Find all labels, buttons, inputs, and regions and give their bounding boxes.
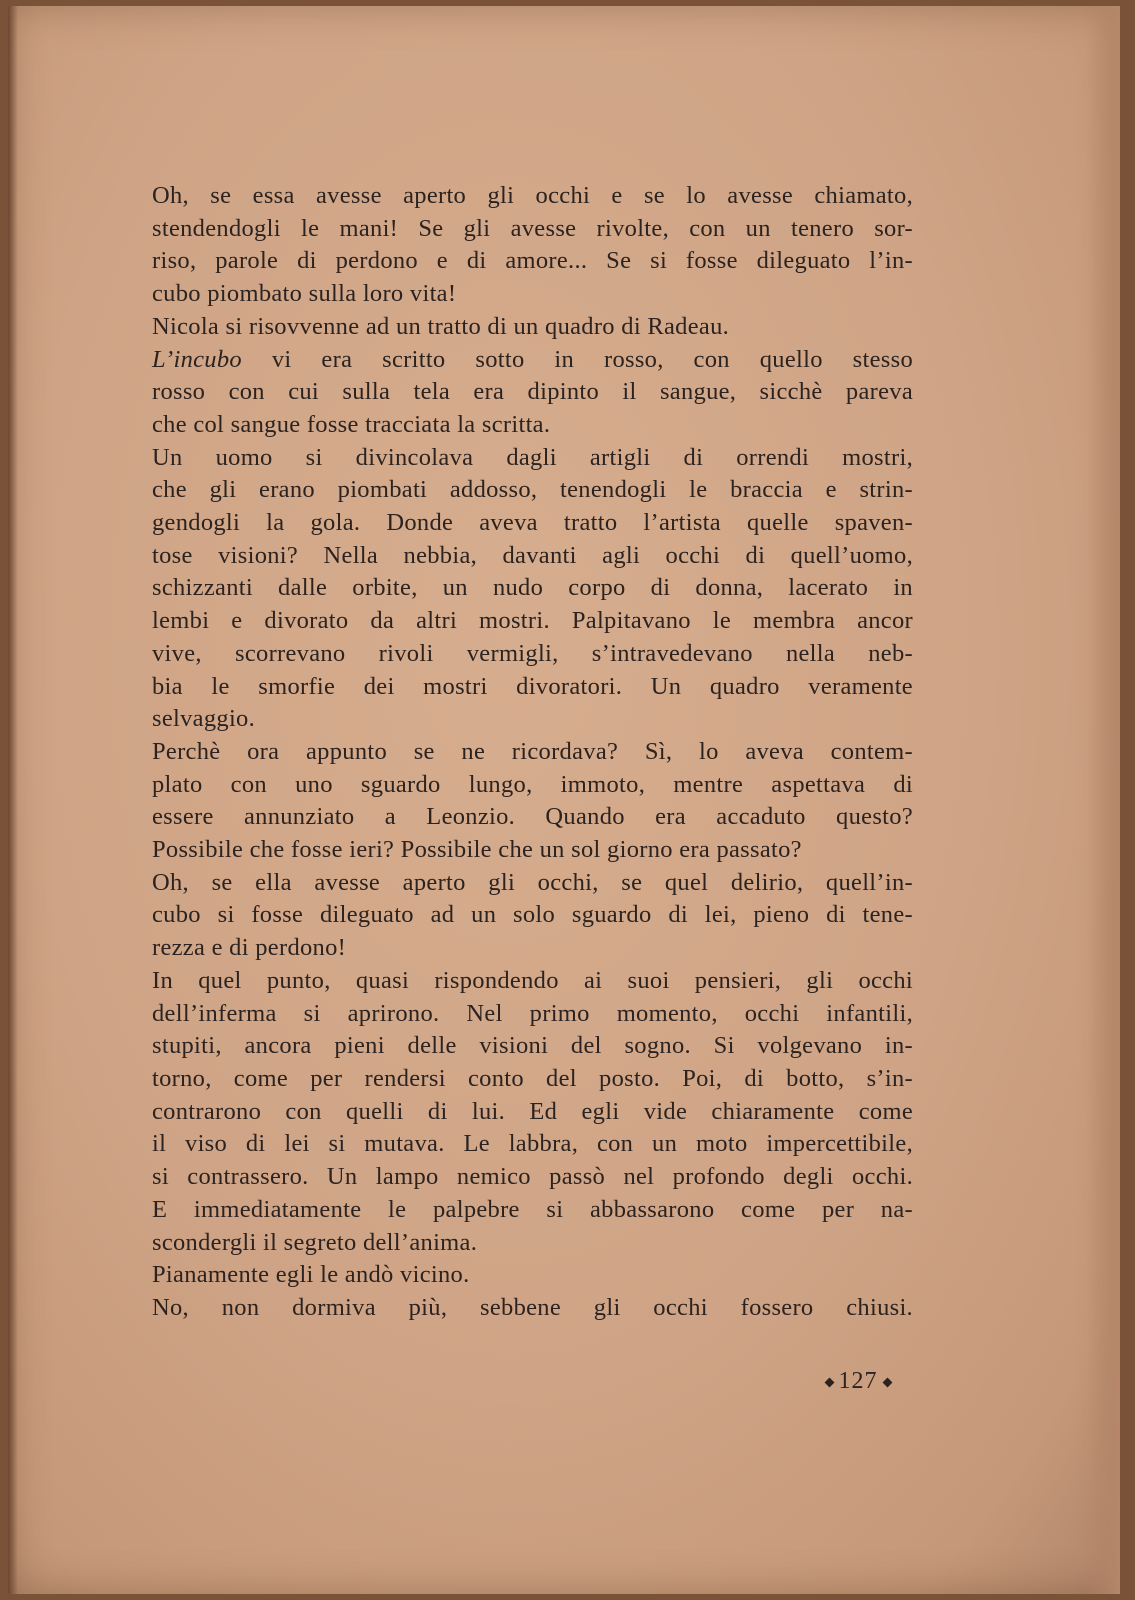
text-line: Perchè ora appunto se ne ricordava? Sì, lo aveva contem- bbox=[152, 737, 913, 765]
text-line: Oh, se essa avesse aperto gli occhi e se lo avesse chiamato, bbox=[152, 182, 913, 209]
paragraph bbox=[108, 180, 913, 311]
text-line: E immediatamente le palpebre si abbassarono come per na- bbox=[152, 1195, 913, 1223]
text-line: gendogli la gola. Donde aveva tratto l’artista quelle spaven- bbox=[152, 509, 913, 537]
paragraph bbox=[108, 736, 913, 867]
text-line: rosso con cui sulla tela era dipinto il sangue, sicchè pareva bbox=[152, 378, 913, 406]
text-line: che gli erano piombati addosso, tenendogli le braccia e strin- bbox=[152, 476, 913, 504]
text-line: stendendogli le mani! Se gli avesse rivolte, con un tenero sor- bbox=[152, 214, 913, 242]
text-line: contrarono con quelli di lui. Ed egli vide chiaramente come bbox=[152, 1097, 913, 1125]
text-line: Pianamente egli le andò vicino. bbox=[152, 1261, 470, 1289]
paragraph bbox=[108, 344, 913, 442]
body-text bbox=[108, 180, 913, 1325]
left-ornament-icon bbox=[824, 1378, 834, 1388]
text-line: Nicola si risovvenne ad un tratto di un quadro di Radeau. bbox=[152, 312, 730, 340]
text-line: scondergli il segreto dell’anima. bbox=[152, 1228, 478, 1256]
text-line: vive, scorrevano rivoli vermigli, s’intravedevano nella neb- bbox=[152, 639, 913, 667]
text-line: In quel punto, quasi rispondendo ai suoi pensieri, gli occhi bbox=[152, 966, 913, 994]
text-line: lembi e divorato da altri mostri. Palpitavano le membra ancor bbox=[152, 607, 913, 635]
italic-title: L’incubo bbox=[152, 345, 242, 373]
text-line: il viso di lei si mutava. Le labbra, con un moto impercettibile, bbox=[152, 1130, 913, 1158]
text-line: bia le smorfie dei mostri divoratori. Un quadro veramente bbox=[152, 672, 913, 700]
paragraph bbox=[108, 1259, 913, 1292]
text-line: Oh, se ella avesse aperto gli occhi, se quel delirio, quell’in- bbox=[152, 868, 913, 896]
text-line: rezza e di perdono! bbox=[152, 934, 347, 962]
right-ornament-icon bbox=[882, 1378, 892, 1388]
text-line bbox=[108, 344, 913, 377]
text-line-rest: vi era scritto sotto in rosso, con quello stesso bbox=[241, 345, 913, 373]
text-line: Possibile che fosse ieri? Possibile che un sol giorno era passato? bbox=[152, 836, 802, 864]
text-line: selvaggio. bbox=[152, 705, 256, 733]
paragraph bbox=[108, 442, 913, 736]
text-line: torno, come per rendersi conto del posto. Poi, di botto, s’in- bbox=[152, 1064, 913, 1092]
paragraph bbox=[108, 867, 913, 965]
text-line: stupiti, ancora pieni delle visioni del sogno. Si volgevano in- bbox=[152, 1032, 913, 1060]
text-line: Un uomo si divincolava dagli artigli di orrendi mostri, bbox=[152, 443, 913, 471]
text-line: si contrassero. Un lampo nemico passò nel profondo degli occhi. bbox=[152, 1163, 913, 1191]
paragraph bbox=[108, 311, 913, 344]
text-line: essere annunziato a Leonzio. Quando era accaduto questo? bbox=[152, 803, 913, 831]
text-line: dell’inferma si aprirono. Nel primo momento, occhi infantili, bbox=[152, 999, 913, 1027]
text-line: plato con uno sguardo lungo, immoto, mentre aspettava di bbox=[152, 770, 913, 798]
page-number bbox=[803, 1368, 913, 1395]
text-line: che col sangue fosse tracciata la scritta. bbox=[152, 410, 551, 438]
text-line: tose visioni? Nella nebbia, davanti agli occhi di quell’uomo, bbox=[152, 541, 913, 569]
paragraph bbox=[108, 965, 913, 1259]
text-line: cubo si fosse dileguato ad un solo sguardo di lei, pieno di tene- bbox=[152, 901, 913, 929]
text-line: riso, parole di perdono e di amore... Se si fosse dileguato l’in- bbox=[152, 247, 913, 275]
text-line: schizzanti dalle orbite, un nudo corpo di donna, lacerato in bbox=[152, 574, 913, 602]
paragraph bbox=[108, 1292, 913, 1325]
page-number-value: 127 bbox=[838, 1368, 878, 1394]
text-line: No, non dormiva più, sebbene gli occhi fossero chiusi. bbox=[152, 1293, 913, 1321]
book-page bbox=[8, 6, 1120, 1594]
text-line: cubo piombato sulla loro vita! bbox=[152, 280, 457, 308]
